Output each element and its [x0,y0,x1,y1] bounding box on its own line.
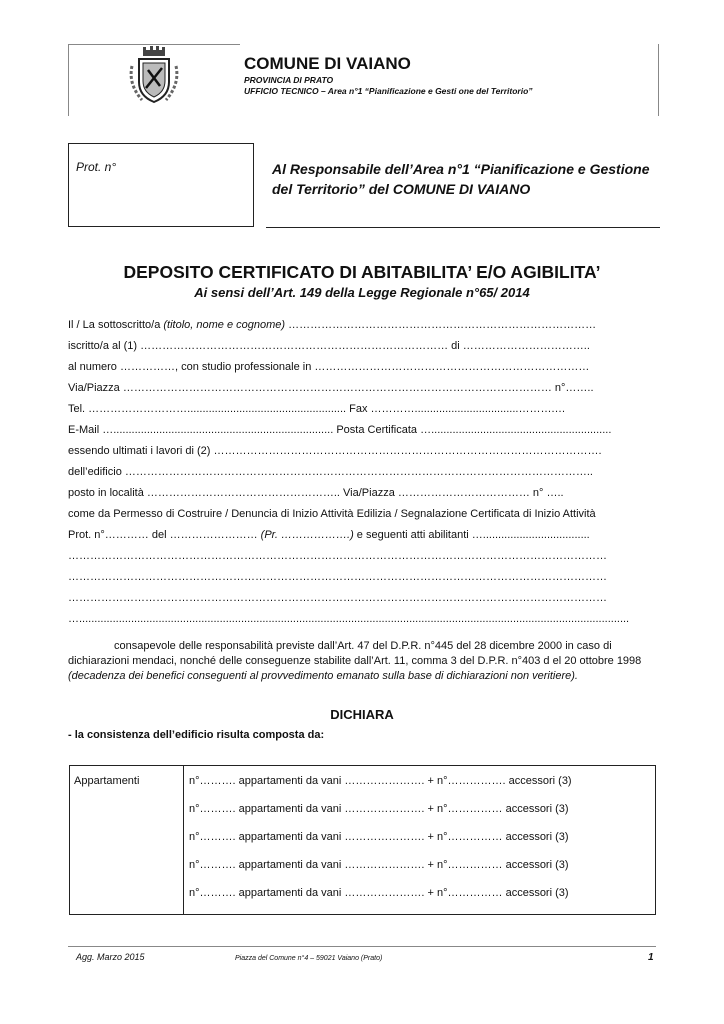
form-line-prot: Prot. n°………… del …………………… (Pr. ……………….) e seguenti atti abilitanti …................................... [68,529,590,541]
document-subtitle: Ai sensi dell’Art. 149 della Legge Regionale n°65/ 2014 [194,285,530,300]
page-number: 1 [648,952,654,963]
footer-date: Agg. Marzo 2015 [76,952,145,962]
form-line-edificio: dell’edificio ……………………………………………………………………………………………………………….. [68,466,593,478]
table-label-appartamenti: Appartamenti [74,775,140,787]
footer-address: Piazza del Comune n°4 – 59021 Vaiano (Prato) [235,955,383,962]
form-line-blank-2: ………………………………………………………………………………………………………………………………… [68,571,607,583]
form-line-tel: Tel. ……………………….................................................... Fax …………..................................……….… [68,403,566,415]
consapevole-paragraph: consapevole delle responsabilità previste dall’Art. 47 del D.P.R. n°445 del 28 dicembre 2000 in caso di dichiarazioni mendaci, nonché delle conseguenze stabilite dall’Art. 11, comma 3 del D.P.R. n°403 d el 20 ottobre 1998 (decadenza dei benefici conseguenti al provvedimento emanato sulla base di dichiarazioni non veritiere). [68,640,642,682]
table-row: n°………. appartamenti da vani …………………. + n°……………. accessori (3) [189,775,572,787]
addressee: Al Responsabile dell’Area n°1 “Pianificazione e Gestione del Territorio” del COMUNE DI VAIANO [272,161,650,197]
form-line-permesso: come da Permesso di Costruire / Denuncia di Inizio Attività Edilizia / Segnalazione Certificata di Inizio Attività [68,508,596,520]
provincia-label: PROVINCIA DI PRATO [244,75,334,85]
form-line-sottoscritto: Il / La sottoscritto/a (titolo, nome e cognome) ………………………………………………………………………… [68,319,597,331]
form-line-lavori: essendo ultimati i lavori di (2) ……………………………………………………………………………………………. [68,445,602,457]
dichiara-heading: DICHIARA [330,707,394,722]
ufficio-label: UFFICIO TECNICO – Area n°1 “Pianificazione e Gesti one del Territorio” [244,86,533,96]
table-row: n°………. appartamenti da vani …………………. + n°…………… accessori (3) [189,887,569,899]
header-frame-right [658,44,659,116]
form-line-blank-4: ….................................................................................................................................................................................... [68,613,630,625]
form-line-iscritto: iscritto/a al (1) ………………………………………………………………………… di …………………………….. [68,340,590,352]
municipal-crest-icon [122,44,186,108]
form-line-via: Via/Piazza ……………………………………………………………………………………………………… n°…….. [68,382,594,394]
consistenza-label: - la consistenza dell’edificio risulta composta da: [68,729,325,741]
table-row: n°………. appartamenti da vani …………………. + n°…………… accessori (3) [189,859,569,871]
protocol-box [68,143,254,227]
form-line-blank-1: ………………………………………………………………………………………………………………………………… [68,550,607,562]
table-row: n°………. appartamenti da vani …………………. + n°…………… accessori (3) [189,803,569,815]
form-line-localita: posto in località …………………………………………….. Via/Piazza ……………………………… n° ….. [68,487,564,499]
table-row: n°………. appartamenti da vani …………………. + n°…………… accessori (3) [189,831,569,843]
form-line-numero: al numero ……………, con studio professionale in ………………………………………………………………… [68,361,590,373]
footer-rule [68,946,656,947]
form-line-blank-3: ………………………………………………………………………………………………………………………………… [68,592,607,604]
addressee-underline [266,227,660,228]
header-frame-left [68,44,69,116]
protocol-label: Prot. n° [76,160,117,174]
comune-title: COMUNE DI VAIANO [244,54,411,73]
form-line-email: E-Mail …........................................................................ Posta Certificata …........................................................... [68,424,612,436]
table-divider [183,765,184,915]
document-title: DEPOSITO CERTIFICATO DI ABITABILITA’ E/O AGIBILITA’ [123,262,601,282]
